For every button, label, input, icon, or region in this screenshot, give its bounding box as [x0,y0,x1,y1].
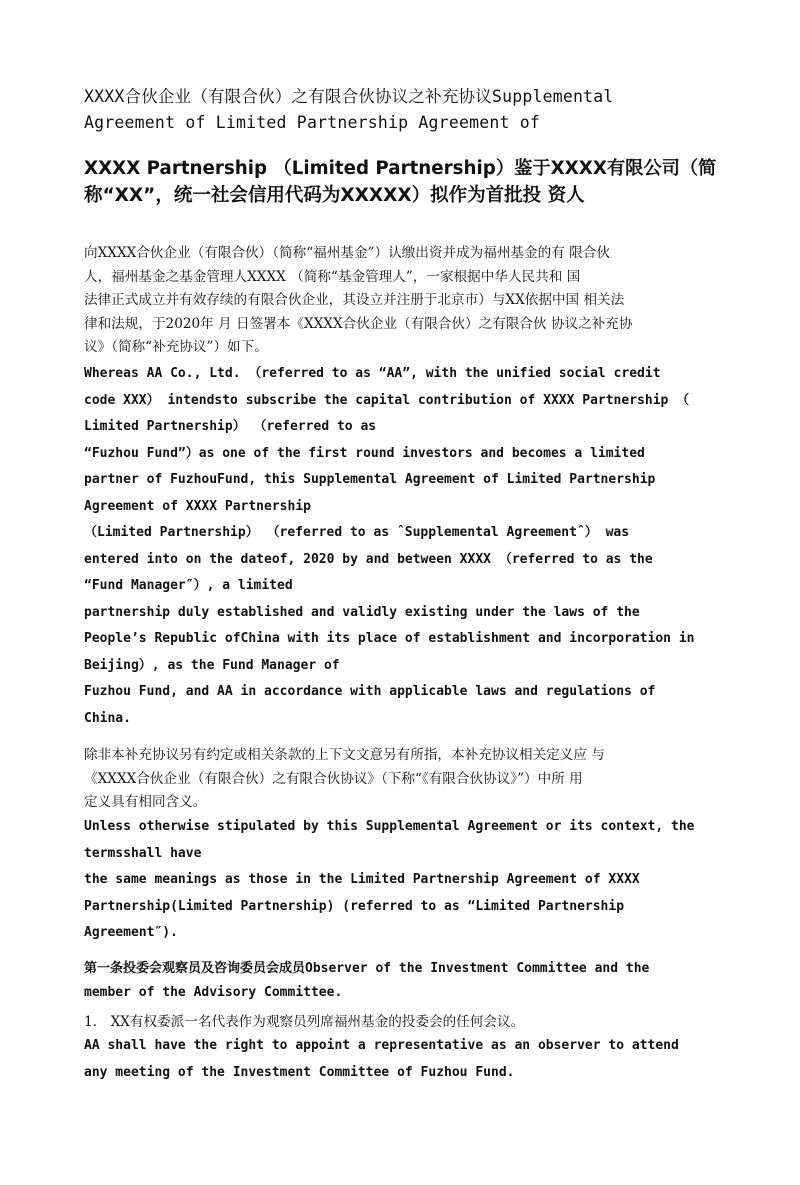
paragraph-line: Agreement of XXXX Partnership [84,498,311,514]
recital-paragraph-chinese [84,242,714,360]
paragraph-line: “Fund Manager″）, a limited [84,578,293,593]
paragraph-line: People’s Republic ofChina with its place of establishment and incorporation in [84,631,695,646]
paragraph-line: partnership duly established and validly existing under the laws of the [84,604,640,620]
paragraph-line: （Limited Partnership） （referred to as ˆSupplemental Agreementˆ） was [84,525,630,540]
clause-line: any meeting of the Investment Committee of Fuzhou Fund. [84,1064,515,1080]
paragraph-line: Limited Partnership） （referred to as [84,419,377,434]
paragraph-line: China. [84,710,131,726]
title-line: Agreement of Limited Partnership Agreement of [84,113,541,132]
article-one-heading [84,957,714,1005]
document-title [84,84,714,136]
clause-1-chinese [84,1011,714,1035]
paragraph-line: Beijing）, as the Fund Manager of [84,657,340,673]
heading-line: 第一条投委会观察员及咨询委员会成员Observer of the Investment Committee and the [84,961,650,976]
definitions-paragraph-chinese [84,744,714,815]
definitions-paragraph-english [84,814,714,947]
recital-heading [84,155,717,209]
paragraph-line: Partnership(Limited Partnership) (referred to as “Limited Partnership [84,898,625,914]
paragraph-line: entered into on the dateof, 2020 by and between XXXX （referred to as the [84,551,653,567]
paragraph-line: 定义具有相同含义。 [84,794,207,810]
paragraph-line: 议》（简称“补充协议”）如下。 [84,339,268,355]
paragraph-line: 法律正式成立并有效存续的有限合伙企业，其设立并注册于北京市）与XX依据中国 相关法 [84,292,625,308]
paragraph-line: Agreement″). [84,925,178,940]
paragraph-line: 律和法规，于2020年 月 日签署本《XXXX合伙企业（有限合伙）之有限合伙 协议之补充协 [84,315,633,332]
paragraph-line: the same meanings as those in the Limited Partnership Agreement of XXXX [84,872,640,887]
recital-heading-line: 称“XX”，统一社会信用代码为XXXXX）拟作为首批投 资人 [84,185,585,206]
clause-line: 1． XX有权委派一名代表作为观察员列席福州基金的投委会的任何会议。 [84,1014,525,1030]
paragraph-line: Whereas AA Co., Ltd. （referred to as “AA”, with the unified social credit [84,366,661,381]
paragraph-line: termsshall have [84,845,202,861]
paragraph-line: 人，福州基金之基金管理人XXXX （简称“基金管理人”，一家根据中华人民共和 国 [84,268,581,285]
recital-heading-line: XXXX Partnership （Limited Partnership）鉴于XXXX有限公司（简 [84,158,717,179]
paragraph-line: partner of FuzhouFund, this Supplemental Agreement of Limited Partnership [84,472,656,487]
paragraph-line: Fuzhou Fund, and AA in accordance with applicable laws and regulations of [84,684,656,699]
title-line: XXXX合伙企业（有限合伙）之有限合伙协议之补充协议Supplemental [84,87,614,106]
paragraph-line: 《XXXX合伙企业（有限合伙）之有限合伙协议》（下称“《有限合伙协议》”）中所 用 [84,770,583,787]
clause-line: AA shall have the right to appoint a representative as an observer to attend [84,1038,679,1053]
clause-1-english [84,1033,714,1086]
paragraph-line: Unless otherwise stipulated by this Supplemental Agreement or its context, the [84,819,695,834]
paragraph-line: code XXX） intendsto subscribe the capital contribution of XXXX Partnership （ [84,392,690,408]
paragraph-line: 向XXXX合伙企业（有限合伙）（简称“福州基金”）认缴出资并成为福州基金的有 限合伙 [84,245,610,261]
recital-paragraph-english [84,361,714,732]
paragraph-line: “Fuzhou Fund”）as one of the first round investors and becomes a limited [84,445,645,461]
heading-line: member of the Advisory Committee. [84,985,343,1000]
paragraph-line: 除非本补充协议另有约定或相关条款的上下文文意另有所指，本补充协议相关定义应 与 [84,747,605,763]
